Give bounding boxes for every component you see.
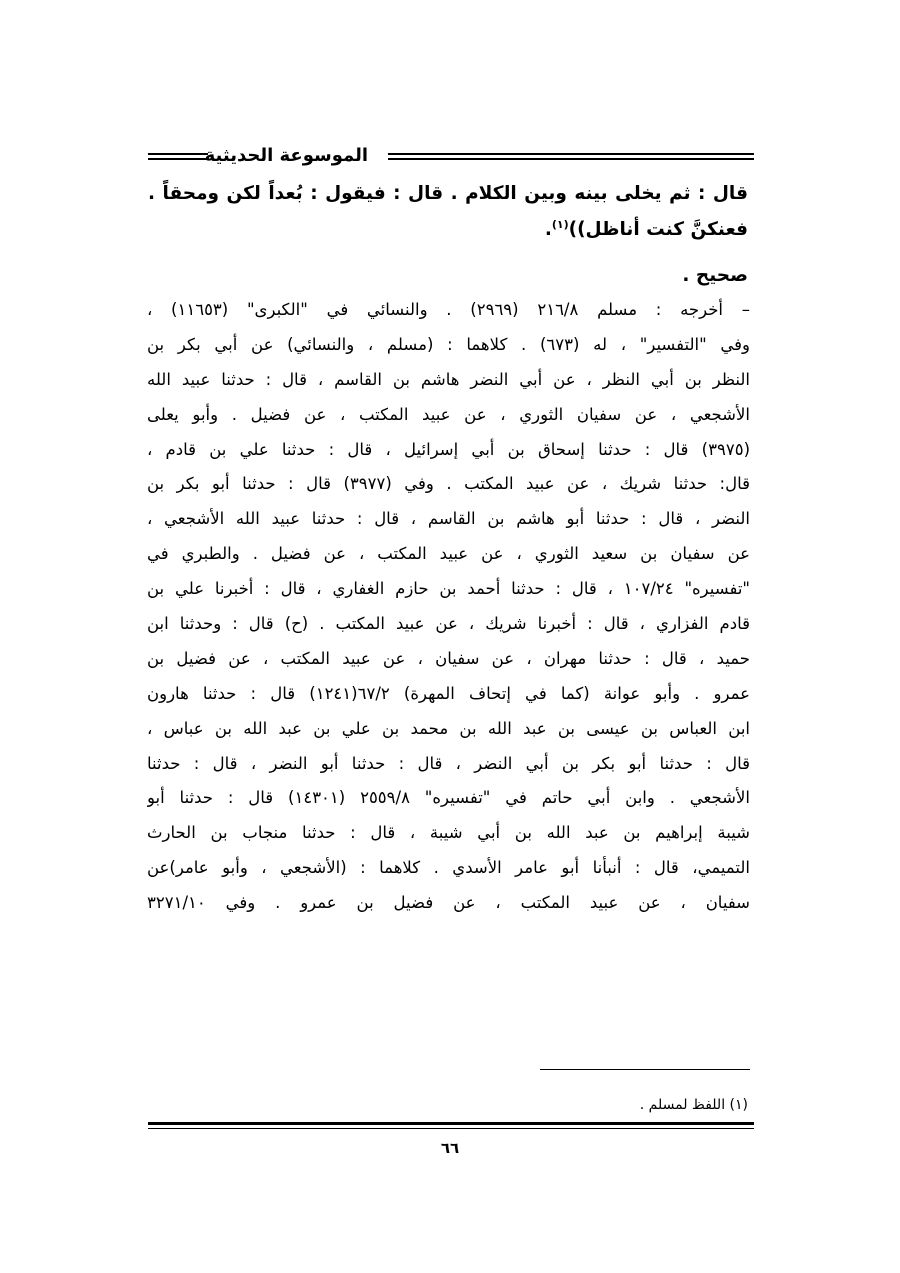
hadith-grade: صحيح . [682,265,748,286]
takhrij-line: "تفسيره" ١٠٧/٢٤ ، قال : حدثنا أحمد بن حازم الغفاري ، قال : أخبرنا علي بن [147,579,750,599]
running-header [148,142,754,172]
takhrij-line: عن سفيان بن سعيد الثوري ، عن عبيد المكتب ، عن فضيل . والطبري في [147,544,750,564]
takhrij-line: قادم الفزاري ، قال : أخبرنا شريك ، عن عبيد المكتب . (ح) قال : وحدثنا ابن [147,614,750,634]
hadith-body: قال : ثم يخلى بينه وبين الكلام . قال : فيقول : بُعداً لكن ومحقاً . فعنكنَّ كنت أناظل)) [148,183,748,240]
takhrij-line: عمرو . وأبو عوانة (كما في إتحاف المهرة) ٦٧/٢(١٢٤١) قال : حدثنا هارون [147,683,750,703]
takhrij-line: شيبة إبراهيم بن عبد الله بن أبي شيبة ، قال : حدثنا منجاب بن الحارث [147,823,750,843]
takhrij-line: قال: حدثنا شريك ، عن عبيد المكتب . وفي (٣٩٧٧) قال : حدثنا أبو بكر بن [147,474,750,494]
takhrij-line: – أخرجه : مسلم ٢١٦/٨ (٢٩٦٩) . والنسائي في "الكبرى" (١١٦٥٣) ، [147,300,750,319]
takhrij-line: الأشجعي ، عن سفيان الثوري ، عن عبيد المكتب ، عن فضيل . وأبو يعلى [147,404,750,424]
takhrij-line: ابن العباس بن عيسى بن عبد الله بن محمد بن علي بن عبد الله بن عباس ، [147,718,750,738]
takhrij-line: (٣٩٧٥) قال : حدثنا إسحاق بن أبي إسرائيل ، قال : حدثنا علي بن قادم ، [147,439,750,459]
takhrij-line: التميمي، قال : أنبأنا أبو عامر الأسدي . كلاهما : (الأشجعي ، وأبو عامر)عن [147,858,750,878]
footnote-text: (١) اللفظ لمسلم . [639,1097,748,1113]
hadith-end-mark: . [544,219,552,240]
running-header-title: الموسوعة الحديثية [204,145,368,166]
footnote-marker: (١) [551,217,569,231]
takhrij-line: سفيان ، عن عبيد المكتب ، عن فضيل بن عمرو . وفي ٣٢٧١/١٠ [147,893,750,913]
takhrij-paragraph [147,293,750,921]
footnote-separator [540,1069,750,1070]
page-number: ٦٦ [440,1139,460,1157]
header-rule-right [388,153,754,160]
takhrij-line: النظر بن أبي النظر ، عن أبي النضر هاشم بن القاسم ، قال : حدثنا عبيد الله [147,369,750,389]
takhrij-line: الأشجعي . وابن أبي حاتم في "تفسيره" ٢٥٥٩/٨ (١٤٣٠١) قال : حدثنا أبو [147,788,750,808]
footer-rule [148,1122,754,1129]
hadith-text [148,176,748,248]
takhrij-line: النضر ، قال : حدثنا أبو هاشم بن القاسم ، قال : حدثنا عبيد الله الأشجعي ، [147,509,750,529]
takhrij-line: وفي "التفسير" ، له (٦٧٣) . كلاهما : (مسلم ، والنسائي) عن أبي بكر بن [147,334,750,354]
takhrij-line: حميد ، قال : حدثنا مهران ، عن سفيان ، عن عبيد المكتب ، عن فضيل بن [147,648,750,668]
header-rule-left [148,153,208,160]
takhrij-line: قال : حدثنا أبو بكر بن أبي النضر ، قال : حدثنا أبو النضر ، قال : حدثنا [147,753,750,773]
